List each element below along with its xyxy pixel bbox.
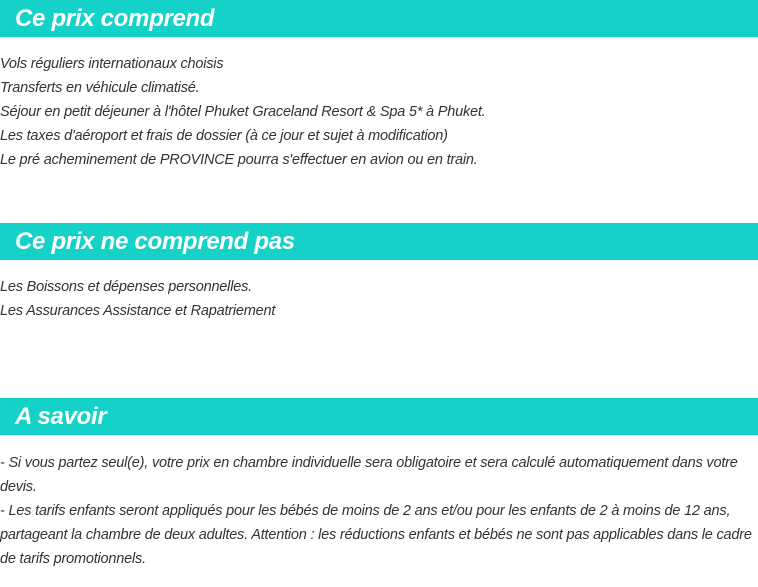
list-item: Les taxes d'aéroport et frais de dossier (à ce jour et sujet à modification)	[0, 128, 448, 144]
section-title: Ce prix ne comprend pas	[15, 227, 295, 255]
included-list	[0, 52, 755, 172]
section-header-not-included	[0, 223, 758, 260]
good-to-know-list	[0, 451, 755, 571]
list-item: Les Assurances Assistance et Rapatriement	[0, 303, 276, 319]
list-item: Séjour en petit déjeuner à l'hôtel Phuket Graceland Resort & Spa 5* à Phuket.	[0, 104, 486, 120]
section-title: A savoir	[15, 402, 107, 430]
not-included-list	[0, 275, 755, 323]
list-item: - Les tarifs enfants seront appliqués pour les bébés de moins de 2 ans et/ou pour les enfants de 2 à moins de 12 ans, partageant la chambre de deux adultes. Attention : les réductions enfants et bébés ne sont pas applicables dans le cadre de tarifs promotionnels.	[0, 503, 752, 567]
section-header-included	[0, 0, 758, 37]
list-item: - Si vous partez seul(e), votre prix en chambre individuelle sera obligatoire et sera calculé automatiquement dans votre devis.	[0, 455, 738, 495]
list-item: Vols réguliers internationaux choisis	[0, 56, 224, 72]
list-item: Les Boissons et dépenses personnelles.	[0, 279, 252, 295]
list-item: Transferts en véhicule climatisé.	[0, 80, 200, 96]
list-item: Le pré acheminement de PROVINCE pourra s'effectuer en avion ou en train.	[0, 152, 478, 168]
section-header-good-to-know	[0, 398, 758, 435]
section-title: Ce prix comprend	[15, 4, 215, 32]
